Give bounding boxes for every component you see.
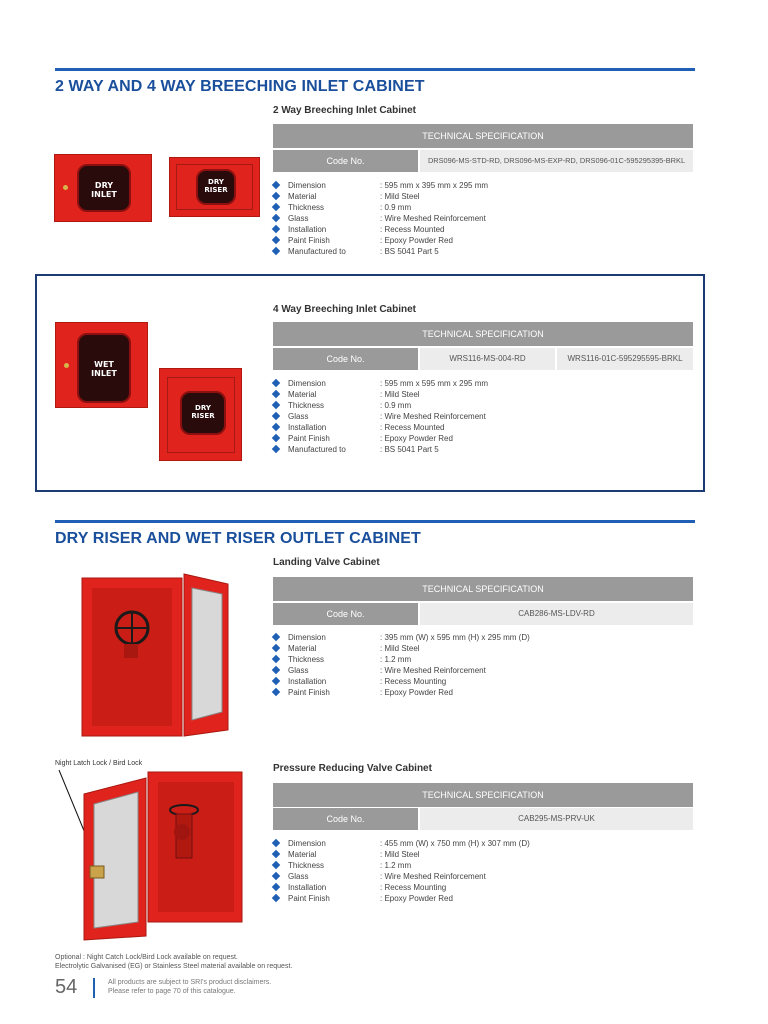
spec-value: : BS 5041 Part 5 xyxy=(380,445,439,454)
spec-key: Material xyxy=(288,192,317,201)
product-title-prv: Pressure Reducing Valve Cabinet xyxy=(273,763,432,774)
diamond-bullet-icon xyxy=(272,633,280,641)
diamond-bullet-icon xyxy=(272,401,280,409)
diamond-bullet-icon xyxy=(272,445,280,453)
section-rule xyxy=(55,520,695,523)
lock-icon xyxy=(64,363,69,368)
product-title-2-way: 2 Way Breeching Inlet Cabinet xyxy=(273,105,416,116)
diamond-bullet-icon xyxy=(272,839,280,847)
spec-key: Paint Finish xyxy=(288,688,330,697)
diamond-bullet-icon xyxy=(272,390,280,398)
optional-note: Optional : Night Catch Lock/Bird Lock available on request. xyxy=(55,954,238,961)
spec-value: : Mild Steel xyxy=(380,390,420,399)
spec-key: Glass xyxy=(288,412,309,421)
wet-inlet-cabinet-image xyxy=(55,322,148,408)
spec-value: : Recess Mounting xyxy=(380,677,447,686)
dry-riser-4-way-cabinet-image xyxy=(159,368,242,461)
disclaimer-line: All products are subject to SRI's product disclaimers. xyxy=(108,979,272,986)
spec-row xyxy=(273,849,693,860)
spec-key: Paint Finish xyxy=(288,434,330,443)
spec-value: : Wire Meshed Reinforcement xyxy=(380,214,486,223)
diamond-bullet-icon xyxy=(272,181,280,189)
code-value: DRS096-MS-STD-RD, DRS096-MS-EXP-RD, DRS096-01C-595295395-BRKL xyxy=(420,150,693,172)
spec-key: Thickness xyxy=(288,203,325,212)
spec-value: : Recess Mounted xyxy=(380,225,445,234)
spec-value: : 0.9 mm xyxy=(380,203,412,212)
spec-value: : 595 mm x 395 mm x 295 mm xyxy=(380,181,489,190)
spec-heading: TECHNICAL SPECIFICATION xyxy=(273,322,693,346)
spec-value: : Mild Steel xyxy=(380,644,420,653)
spec-key: Dimension xyxy=(288,379,326,388)
spec-row xyxy=(273,213,693,224)
diamond-bullet-icon xyxy=(272,214,280,222)
diamond-bullet-icon xyxy=(272,434,280,442)
spec-key: Material xyxy=(288,644,317,653)
diamond-bullet-icon xyxy=(272,412,280,420)
spec-row xyxy=(273,676,693,687)
code-row xyxy=(273,150,693,172)
cabinet-label: DRY INLET xyxy=(91,181,117,199)
diamond-bullet-icon xyxy=(272,872,280,880)
spec-value: : Wire Meshed Reinforcement xyxy=(380,666,486,675)
spec-key: Glass xyxy=(288,666,309,675)
cabinet-window xyxy=(77,164,131,212)
spec-value: : Epoxy Powder Red xyxy=(380,236,453,245)
lock-callout-label: Night Latch Lock / Bird Lock xyxy=(55,760,143,767)
diamond-bullet-icon xyxy=(272,894,280,902)
page-number: 54 xyxy=(55,976,78,998)
spec-row xyxy=(273,433,693,444)
spec-value: : 1.2 mm xyxy=(380,655,412,664)
spec-row xyxy=(273,422,693,433)
footer-divider xyxy=(93,978,95,998)
disclaimer-line: Please refer to page 70 of this catalogue. xyxy=(108,988,236,995)
spec-row xyxy=(273,838,693,849)
spec-row xyxy=(273,882,693,893)
spec-key: Installation xyxy=(288,225,327,234)
diamond-bullet-icon xyxy=(272,247,280,255)
spec-row xyxy=(273,180,693,191)
spec-list xyxy=(273,632,693,698)
spec-heading: TECHNICAL SPECIFICATION xyxy=(273,577,693,601)
spec-list xyxy=(273,180,693,257)
spec-row xyxy=(273,202,693,213)
section-rule xyxy=(55,68,695,71)
spec-row xyxy=(273,235,693,246)
spec-row xyxy=(273,665,693,676)
spec-key: Material xyxy=(288,850,317,859)
spec-value: : Mild Steel xyxy=(380,850,420,859)
spec-value: : 595 mm x 595 mm x 295 mm xyxy=(380,379,489,388)
spec-value: : Recess Mounting xyxy=(380,883,447,892)
diamond-bullet-icon xyxy=(272,861,280,869)
spec-value: : 0.9 mm xyxy=(380,401,412,410)
diamond-bullet-icon xyxy=(272,236,280,244)
spec-row xyxy=(273,191,693,202)
spec-row xyxy=(273,871,693,882)
section-title-breeching: 2 WAY AND 4 WAY BREECHING INLET CABINET xyxy=(55,78,425,95)
code-value: WRS116-01C-595295595-BRKL xyxy=(557,348,693,370)
spec-value: : BS 5041 Part 5 xyxy=(380,247,439,256)
spec-key: Dimension xyxy=(288,181,326,190)
cabinet-label: DRY RISER xyxy=(204,178,228,194)
spec-list xyxy=(273,838,693,904)
spec-key: Manufactured to xyxy=(288,247,346,256)
product-title-landing-valve: Landing Valve Cabinet xyxy=(273,557,380,568)
cabinet-label: DRY RISER xyxy=(191,404,215,420)
spec-key: Dimension xyxy=(288,839,326,848)
spec-row xyxy=(273,378,693,389)
spec-key: Thickness xyxy=(288,655,325,664)
diamond-bullet-icon xyxy=(272,677,280,685)
spec-key: Manufactured to xyxy=(288,445,346,454)
spec-key: Material xyxy=(288,390,317,399)
spec-value: : 395 mm (W) x 595 mm (H) x 295 mm (D) xyxy=(380,633,530,642)
diamond-bullet-icon xyxy=(272,192,280,200)
spec-row xyxy=(273,389,693,400)
cabinet-label: WET INLET xyxy=(91,360,117,378)
spec-key: Thickness xyxy=(288,861,325,870)
spec-row xyxy=(273,654,693,665)
diamond-bullet-icon xyxy=(272,688,280,696)
spec-value: : Epoxy Powder Red xyxy=(380,894,453,903)
spec-row xyxy=(273,632,693,643)
diamond-bullet-icon xyxy=(272,644,280,652)
code-label: Code No. xyxy=(273,150,418,172)
spec-row xyxy=(273,860,693,871)
cabinet-window xyxy=(180,391,226,435)
spec-list xyxy=(273,378,693,455)
diamond-bullet-icon xyxy=(272,883,280,891)
spec-key: Paint Finish xyxy=(288,894,330,903)
code-value: CAB286-MS-LDV-RD xyxy=(420,603,693,625)
diamond-bullet-icon xyxy=(272,379,280,387)
spec-row xyxy=(273,893,693,904)
spec-row xyxy=(273,411,693,422)
spec-value: : Wire Meshed Reinforcement xyxy=(380,872,486,881)
spec-key: Glass xyxy=(288,872,309,881)
section-title-riser: DRY RISER AND WET RISER OUTLET CABINET xyxy=(55,530,421,547)
code-value: CAB295-MS-PRV-UK xyxy=(420,808,693,830)
spec-value: : Mild Steel xyxy=(380,192,420,201)
code-label: Code No. xyxy=(273,603,418,625)
diamond-bullet-icon xyxy=(272,225,280,233)
landing-valve-cabinet-image xyxy=(80,570,230,738)
spec-value: : Wire Meshed Reinforcement xyxy=(380,412,486,421)
dry-riser-cabinet-image xyxy=(169,157,260,217)
code-row xyxy=(273,808,693,830)
code-row xyxy=(273,603,693,625)
spec-key: Paint Finish xyxy=(288,236,330,245)
spec-value: : Epoxy Powder Red xyxy=(380,688,453,697)
spec-key: Installation xyxy=(288,677,327,686)
diamond-bullet-icon xyxy=(272,655,280,663)
spec-row xyxy=(273,400,693,411)
spec-key: Installation xyxy=(288,423,327,432)
spec-value: : 455 mm (W) x 750 mm (H) x 307 mm (D) xyxy=(380,839,530,848)
code-label: Code No. xyxy=(273,348,418,370)
spec-heading: TECHNICAL SPECIFICATION xyxy=(273,124,693,148)
spec-row xyxy=(273,643,693,654)
spec-row xyxy=(273,687,693,698)
spec-key: Dimension xyxy=(288,633,326,642)
lock-icon xyxy=(63,185,68,190)
diamond-bullet-icon xyxy=(272,203,280,211)
code-label: Code No. xyxy=(273,808,418,830)
material-note: Electrolytic Galvanised (EG) or Stainless Steel material available on request. xyxy=(55,963,293,970)
code-value: WRS116-MS-004-RD xyxy=(420,348,555,370)
spec-value: : Epoxy Powder Red xyxy=(380,434,453,443)
spec-key: Glass xyxy=(288,214,309,223)
code-row xyxy=(273,348,693,370)
spec-key: Installation xyxy=(288,883,327,892)
diamond-bullet-icon xyxy=(272,850,280,858)
spec-row xyxy=(273,444,693,455)
product-title-4-way: 4 Way Breeching Inlet Cabinet xyxy=(273,304,416,315)
spec-heading: TECHNICAL SPECIFICATION xyxy=(273,783,693,807)
prv-cabinet-image xyxy=(82,770,244,942)
spec-value: : Recess Mounted xyxy=(380,423,445,432)
spec-value: : 1.2 mm xyxy=(380,861,412,870)
dry-inlet-cabinet-image xyxy=(54,154,152,222)
diamond-bullet-icon xyxy=(272,423,280,431)
cabinet-window xyxy=(196,169,236,205)
spec-row xyxy=(273,224,693,235)
spec-key: Thickness xyxy=(288,401,325,410)
spec-row xyxy=(273,246,693,257)
cabinet-window xyxy=(77,333,131,403)
diamond-bullet-icon xyxy=(272,666,280,674)
